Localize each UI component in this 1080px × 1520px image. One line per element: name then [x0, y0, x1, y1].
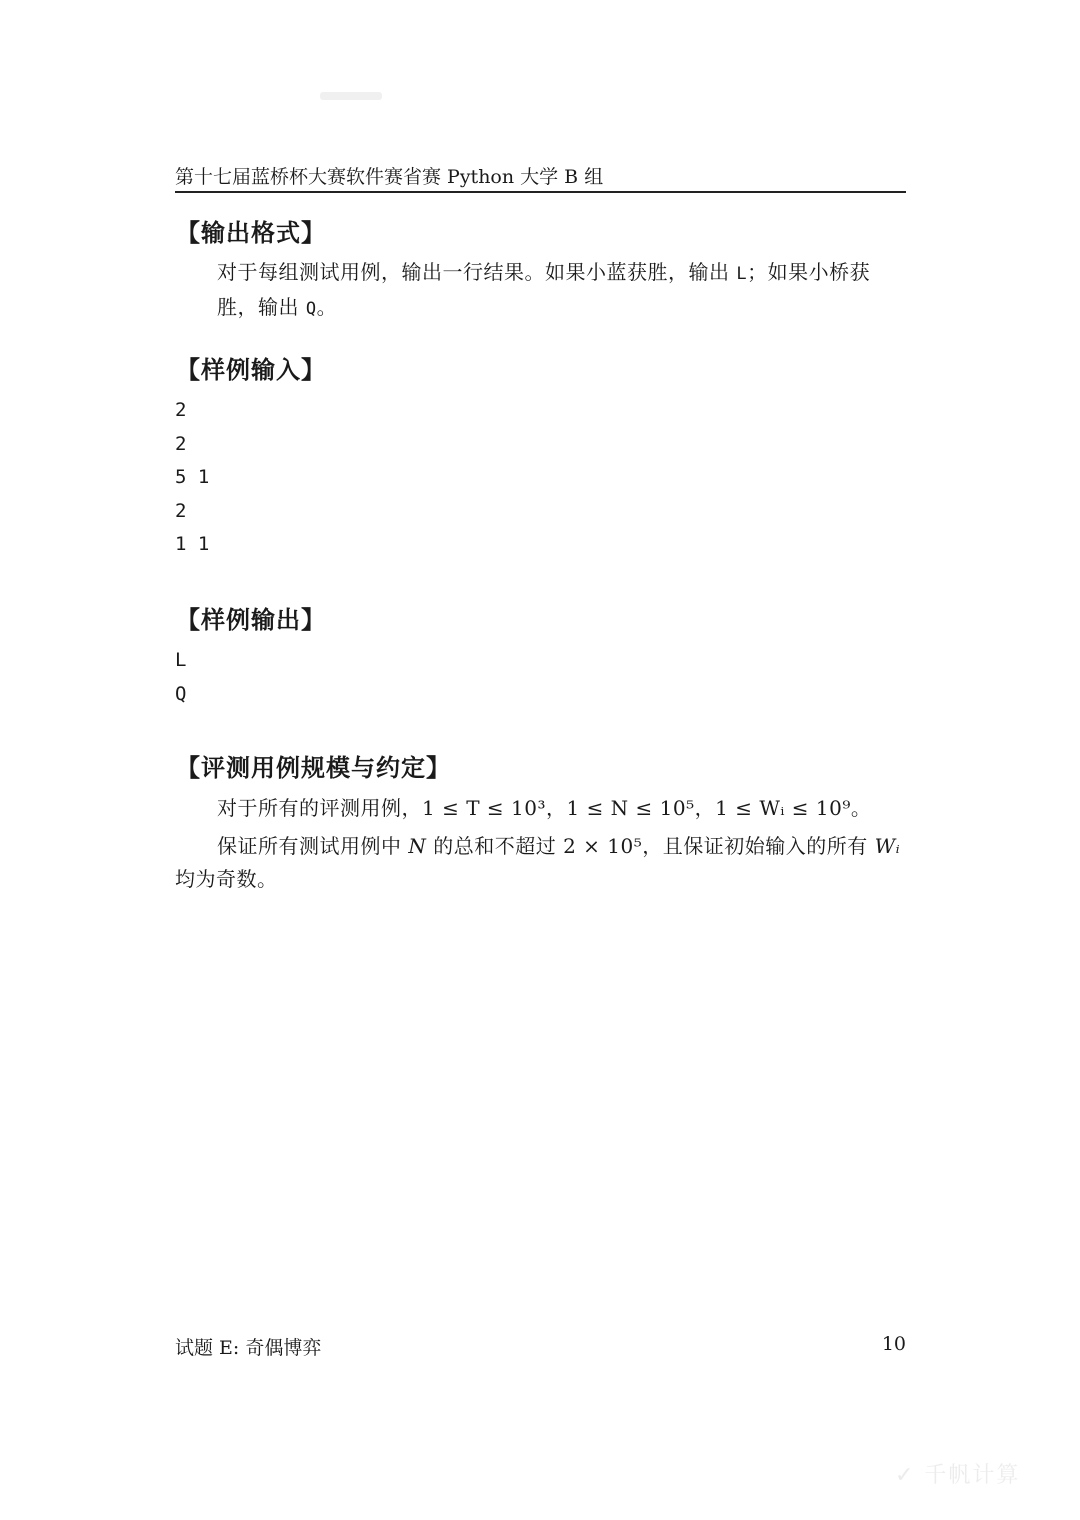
sample-output-line: L	[175, 649, 187, 671]
header-rule	[175, 191, 906, 193]
sample-input-block	[175, 394, 209, 562]
sample-input-line: 1 1	[175, 533, 210, 555]
running-head: 第十七届蓝桥杯大赛软件赛省赛 Python 大学 B 组	[175, 166, 604, 188]
guarantee-prefix: 保证所有测试用例中	[217, 834, 409, 858]
guarantee-mid: 的总和不超过	[426, 834, 564, 858]
constraints-title: 【评测用例规模与约定】	[176, 754, 451, 782]
guarantee-bound: 2 × 10⁵	[563, 834, 643, 858]
constraint-T: 1 ≤ T ≤ 10³	[422, 796, 546, 820]
footer-page-number: 10	[881, 1333, 906, 1355]
output-format-title: 【输出格式】	[176, 219, 326, 247]
sample-input-title: 【样例输入】	[176, 356, 326, 384]
guarantee-N: N	[408, 834, 427, 858]
constraints-separator: ，	[694, 796, 716, 820]
guarantee-W: Wᵢ	[874, 834, 901, 858]
constraints-line-2	[175, 830, 906, 896]
output-format-text-3: 。	[316, 295, 338, 319]
sample-input-line: 2	[175, 399, 187, 421]
sample-input-line: 2	[175, 499, 187, 522]
constraints-separator: ，	[545, 796, 567, 820]
footer-problem-label: 试题 E: 奇偶博弈	[175, 1337, 322, 1359]
sample-output-line: Q	[175, 682, 187, 705]
sample-output-block	[175, 644, 186, 711]
sample-input-line: 2	[175, 432, 187, 455]
output-code-L: L	[736, 264, 748, 284]
constraints-line-1	[175, 792, 906, 825]
output-format-text-2: ；如果小桥获胜，输出	[217, 260, 871, 319]
output-code-Q: Q	[305, 299, 317, 319]
constraints-prefix: 对于所有的评测用例，	[217, 796, 422, 820]
faint-scan-mark	[320, 92, 382, 100]
guarantee-end: 均为奇数。	[175, 867, 278, 891]
sample-input-line: 5 1	[175, 466, 210, 488]
output-format-text-1: 对于每组测试用例，输出一行结果。如果小蓝获胜，输出	[217, 260, 737, 284]
constraints-end: 。	[850, 796, 872, 820]
watermark-logo: ✓ 千帆计算	[895, 1463, 1021, 1488]
output-format-paragraph	[175, 256, 906, 326]
guarantee-mid2: ，且保证初始输入的所有	[642, 834, 875, 858]
constraint-N: 1 ≤ N ≤ 10⁵	[566, 796, 695, 820]
constraint-W: 1 ≤ Wᵢ ≤ 10⁹	[715, 796, 851, 820]
sample-output-title: 【样例输出】	[176, 606, 326, 634]
